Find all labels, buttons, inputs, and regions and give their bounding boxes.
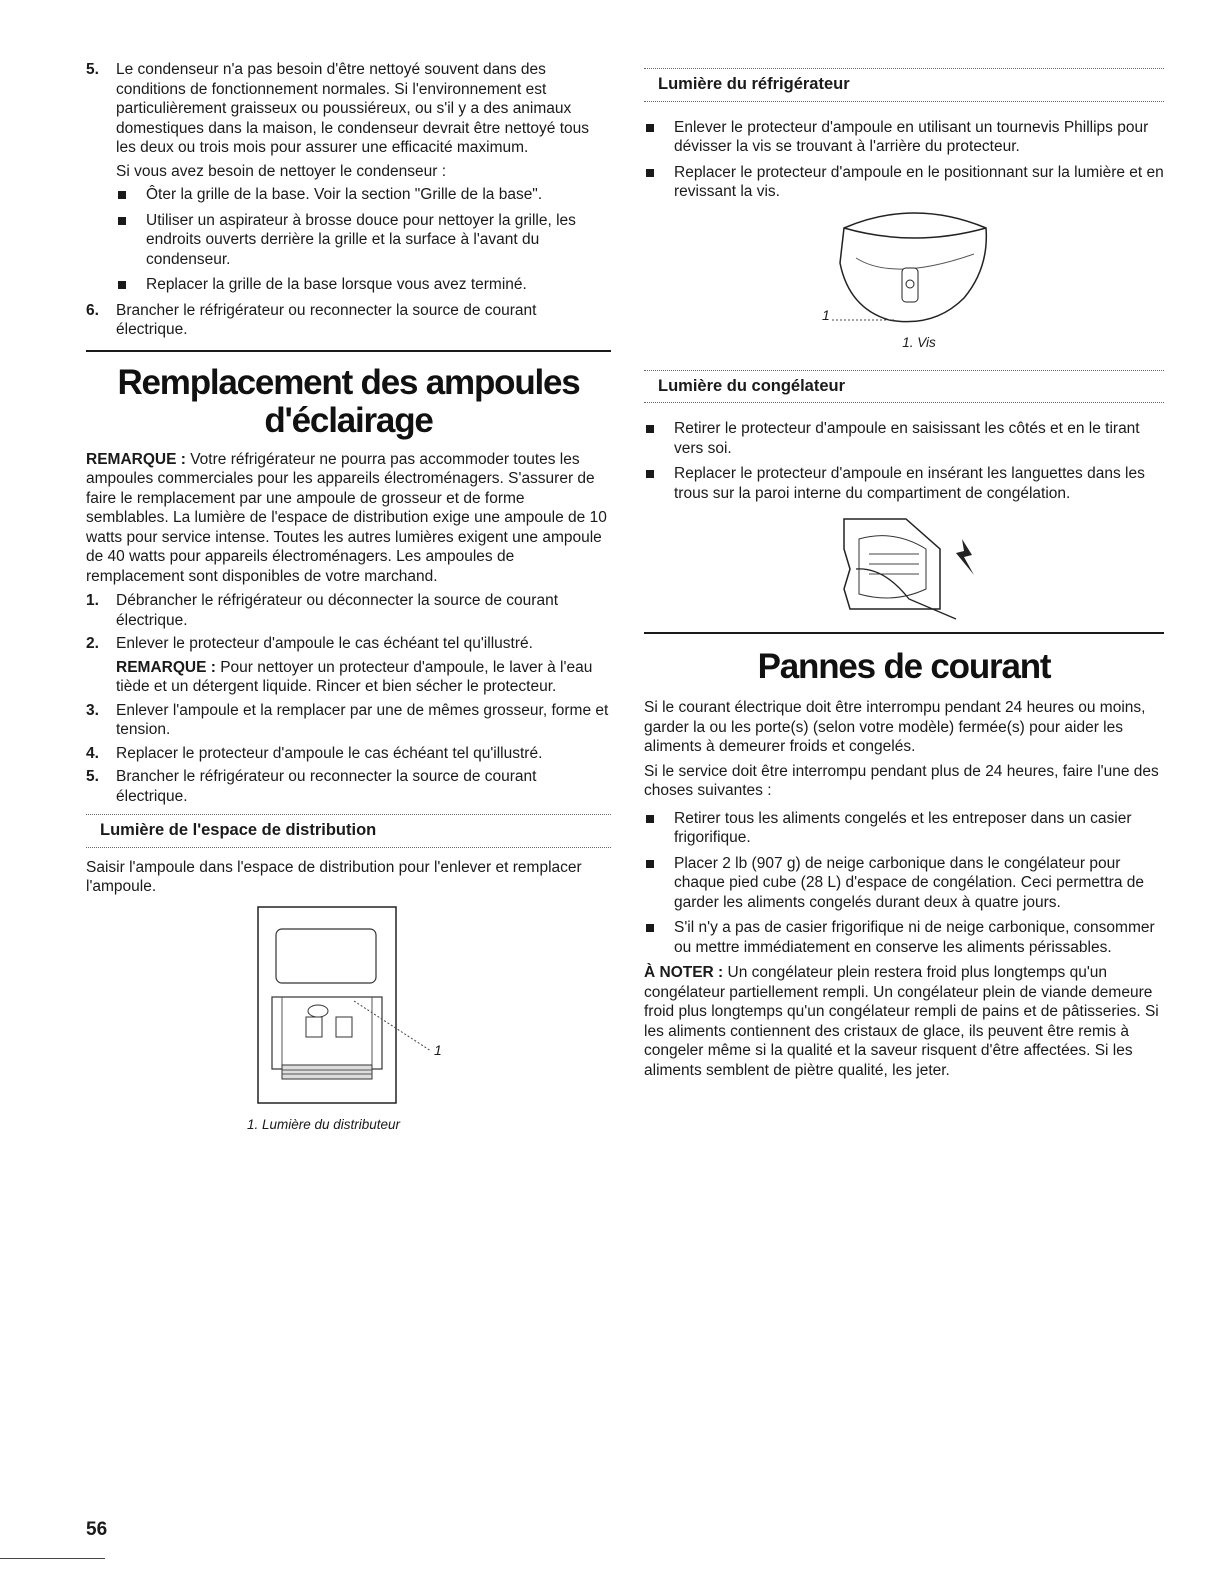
- outage-paragraph-2: Si le service doit être interrompu pendant plus de 24 heures, faire l'une des choses suivantes :: [644, 762, 1159, 799]
- replace-step-3: [86, 701, 611, 740]
- step-6-plug: [86, 301, 611, 340]
- replace-step-1: [86, 591, 611, 630]
- step-number: 1.: [86, 592, 99, 609]
- subheading-freezer-light: Lumière du congélateur: [658, 376, 846, 395]
- footer-rule: [0, 1558, 105, 1559]
- bullet-item: Retirer le protecteur d'ampoule en saisissant les côtés et en le tirant vers soi.: [644, 419, 1164, 458]
- subheading-distribution-light: Lumière de l'espace de distribution: [100, 821, 377, 839]
- section-rule: [86, 350, 611, 352]
- bullet-item: S'il n'y a pas de casier frigorifique ni de neige carbonique, consommer ou mettre immédiatement en conserve les aliments périssables.: [644, 918, 1164, 957]
- step-text: Brancher le réfrigérateur ou reconnecter la source de courant électrique.: [116, 768, 537, 805]
- figure-callout-number: 1: [822, 306, 830, 323]
- page-number: 56: [86, 1519, 108, 1540]
- bullet-item: Enlever le protecteur d'ampoule en utilisant un tournevis Phillips pour dévisser la vis se trouvant à l'arrière du protecteur.: [644, 118, 1164, 157]
- figure-callout-number: 1: [434, 1041, 442, 1058]
- bullet-item: Replacer le protecteur d'ampoule en le positionnant sur la lumière et en revissant la vis.: [644, 163, 1164, 202]
- bullet-item: Retirer tous les aliments congelés et les entreposer dans un casier frigorifique.: [644, 809, 1164, 848]
- outage-paragraph-1: Si le courant électrique doit être interrompu pendant 24 heures ou moins, garder la ou les porte(s) (selon votre modèle) fermée(s) pour aider les aliments à demeurer froids et congelés.: [644, 699, 1146, 755]
- dotted-rule: [86, 847, 611, 848]
- step-number: 6.: [86, 301, 99, 319]
- light-shield-illustration: [644, 208, 1164, 333]
- step-number: 5.: [86, 768, 99, 785]
- step-text: Le condenseur n'a pas besoin d'être nettoyé souvent dans des conditions de fonctionnement normales. Si l'environnement est particulièrement graisseux ou poussiéreux, ou s'il y a des animaux domestiques dans la maison, le condenseur devrait être nettoyé tous les deux ou trois mois pour assurer une efficacité maximum.: [116, 61, 590, 156]
- note-text: Pour nettoyer un protecteur d'ampoule, le laver à l'eau tiède et un détergent liquide. Rincer et bien sécher le protecteur.: [116, 658, 593, 695]
- fridge-light-figure: [644, 208, 1164, 358]
- dotted-rule: [644, 101, 1164, 102]
- step-text: Débrancher le réfrigérateur ou déconnecter la source de courant électrique.: [116, 592, 559, 629]
- step-number: 5.: [86, 61, 99, 78]
- freezer-shield-illustration: [644, 509, 1164, 624]
- figure-caption: 1. Vis: [902, 334, 936, 350]
- note-label: À NOTER :: [644, 964, 724, 981]
- section-heading-ampoules: Remplacement des ampoules d'éclairage: [117, 362, 580, 440]
- step-5-condenser: [86, 60, 611, 295]
- step-number: 2.: [86, 635, 99, 652]
- dotted-rule: [644, 402, 1164, 403]
- dispenser-figure: [86, 905, 611, 1130]
- bullet-item: Placer 2 lb (907 g) de neige carbonique dans le congélateur pour chaque pied cube (28 L) d'espace de congélation. Ceci permettra de garder les aliments congelés durant deux à quatre jours.: [644, 854, 1164, 913]
- step-text: Brancher le réfrigérateur ou reconnecter la source de courant électrique.: [116, 301, 537, 338]
- bullet-item: Ôter la grille de la base. Voir la section "Grille de la base".: [116, 185, 611, 205]
- section-heading-power-outage: Pannes de courant: [757, 647, 1051, 686]
- replace-step-4: [86, 744, 611, 764]
- note-paragraph: [644, 963, 1164, 1080]
- bullet-item: Replacer le protecteur d'ampoule en insérant les languettes dans les trous sur la paroi interne du compartiment de congélation.: [644, 464, 1164, 503]
- right-column: [644, 68, 1164, 1085]
- step-text: Enlever le protecteur d'ampoule le cas échéant tel qu'illustré.: [116, 635, 533, 652]
- step-number: 3.: [86, 701, 99, 719]
- subheading-fridge-light: Lumière du réfrigérateur: [658, 75, 850, 93]
- left-column: [86, 60, 611, 1130]
- bullet-item: Utiliser un aspirateur à brosse douce pour nettoyer la grille, les endroits ouverts derrière la grille et la surface à l'avant du condenseur.: [116, 211, 611, 270]
- step-note: [116, 658, 611, 697]
- step-number: 4.: [86, 744, 99, 762]
- bullet-item: Replacer la grille de la base lorsque vous avez terminé.: [116, 275, 611, 295]
- step-text: Enlever l'ampoule et la remplacer par une de mêmes grosseur, forme et tension.: [116, 701, 609, 738]
- remarque-paragraph: [86, 450, 611, 587]
- step-text: Replacer le protecteur d'ampoule le cas échéant tel qu'illustré.: [116, 744, 543, 762]
- distribution-text: Saisir l'ampoule dans l'espace de distribution pour l'enlever et remplacer l'ampoule.: [86, 858, 582, 895]
- replace-step-5: [86, 767, 611, 806]
- step-intro: Si vous avez besoin de nettoyer le condenseur :: [116, 162, 447, 180]
- note-text: Un congélateur plein restera froid plus longtemps qu'un congélateur partiellement rempli. Un congélateur plein de viande demeure froid plus longtemps qu'un congélateur rempli de pains et de pâtisseries. Si les aliments contiennent des cristaux de glace, ils peuvent être remis à congeler même si la qualité et la saveur risquent d'être affectées. Si les aliments semblent de piètre qualité, les jeter.: [644, 964, 1159, 1079]
- remarque-text: Votre réfrigérateur ne pourra pas accommoder toutes les ampoules commerciales pour les appareils électroménagers. S'assurer de faire le remplacement par une ampoule de grosseur et de forme semblables. La lumière de l'espace de distribution exige une ampoule de 10 watts pour service intense. Toutes les autres lumières exigent une ampoule de 40 watts pour appareils électroménagers. Les ampoules de remplacement sont disponibles de votre marchand.: [86, 450, 607, 585]
- note-label: REMARQUE :: [116, 658, 216, 676]
- section-rule: [644, 632, 1164, 634]
- remarque-label: REMARQUE :: [86, 450, 186, 468]
- dispenser-illustration: [86, 905, 611, 1105]
- figure-caption: 1. Lumière du distributeur: [246, 1116, 401, 1132]
- replace-step-2: [86, 634, 611, 697]
